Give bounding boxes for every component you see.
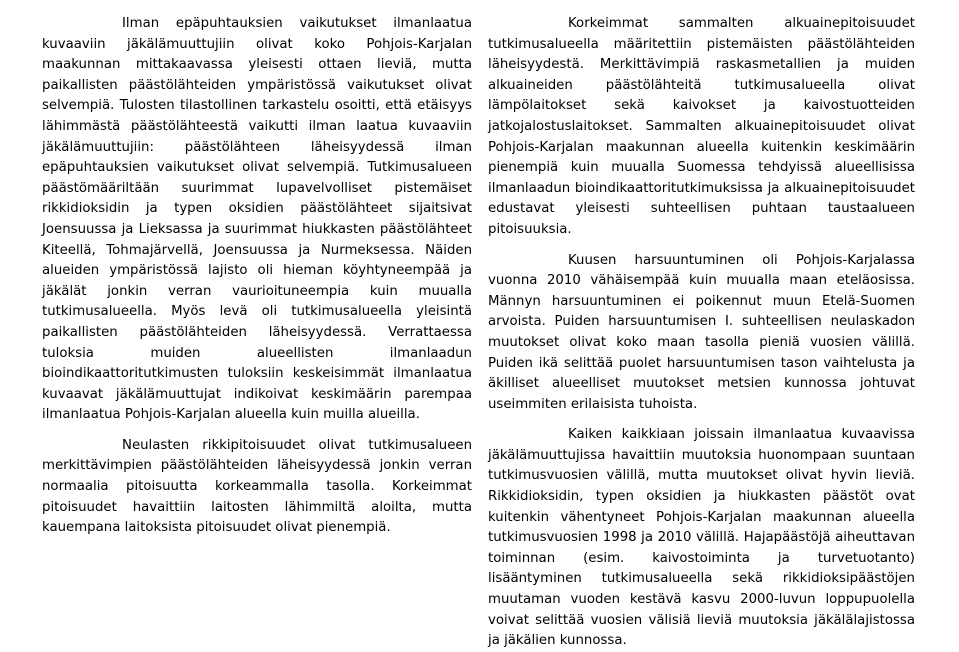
right-text-column [488, 14, 915, 652]
right-paragraph-3: Kaiken kaikkiaan joissain ilmanlaatua kuvaavissa jäkälämuuttujissa havaittiin muutoksia huonompaan suuntaan tutkimusvuosien välillä, mutta muutokset olivat hyvin lieviä. Rikkidioksidin, typen oksidien ja hiukkasten päästöt ovat kuitenkin vähentyneet Pohjois-Karjalan maakunnan alueella tutkimusvuosien 1998 ja 2010 välillä. Hajapäästöjä aiheuttavan toiminnan (esim. kaivostoiminta ja turvetuotanto) lisääntyminen tutkimusalueella sekä rikkidioksipäästöjen muutaman vuoden kestävä kasvu 2000-luvun loppupuolella voivat selittää vuosien välisiä lieviä muutoksia jäkälälajistossa ja jäkälien kunnossa. [488, 427, 915, 649]
left-text-column [42, 14, 472, 539]
left-paragraph-1: Ilman epäpuhtauksien vaikutukset ilmanlaatua kuvaaviin jäkälämuuttujiin olivat koko Pohjois-Karjalan maakunnan mittakaavassa yleisesti ottaen lieviä, mutta paikallisten päästölähteiden ympäristössä vaikutukset olivat selvempiä. Tulosten tilastollinen tarkastelu osoitti, että etäisyys lähimmästä päästölähteestä vaikutti ilman laatua kuvaaviin jäkälämuuttujiin: päästölähteen läheisyydessä ilman epäpuhtauksien vaikutukset olivat selvempiä. Tutkimusalueen päästömääriltään suurimmat lupavelvolliset pistemäiset rikkidioksidin ja typen oksidien päästölähteet sijaitsivat Joensuussa ja Lieksassa ja suurimmat hiukkasten päästölähteet Kiteellä, Tohmajärvellä, Joensuussa ja Nurmeksessa. Näiden alueiden ympäristössä lajisto oli hieman köyhtyneempää ja jäkälät jonkin verran vaurioituneempia kuin muualla tutkimusalueella. Myös levä oli tutkimusalueella yleisintä paikallisten päästölähteiden läheisyydessä. Verrattaessa tuloksia muiden alueellisten ilmanlaadun bioindikaattoritutkimusten tuloksiin keskeisimmät ilmanlaatua kuvaavat jäkälämuuttujat indikoivat keskimäärin parempaa ilmanlaatua Pohjois-Karjalan alueella kuin muilla alueilla. [42, 16, 472, 423]
right-paragraph-1: Korkeimmat sammalten alkuainepitoisuudet tutkimusalueella määritettiin pistemäisten päästölähteiden läheisyydestä. Merkittävimpiä raskasmetallien ja muiden alkuaineiden päästölähteitä tutkimusalueella olivat lämpölaitokset sekä kaivokset ja kaivostuotteiden jatkojalostuslaitokset. Sammalten alkuainepitoisuudet olivat Pohjois-Karjalan maakunnan alueella kuitenkin keskimäärin pienempiä kuin muualla Suomessa tehdyissä alueellisissa ilmanlaadun bioindikaattoritutkimuksissa ja alkuainepitoisuudet edustavat yleisesti suhteellisen puhtaan taustaalueen pitoisuuksia. [488, 16, 915, 237]
right-paragraph-2: Kuusen harsuuntuminen oli Pohjois-Karjalassa vuonna 2010 vähäisempää kuin muualla maan eteläosissa. Männyn harsuuntuminen ei poikennut muun Etelä-Suomen arvoista. Puiden harsuuntumisen I. suhteellisen neulaskadon muutokset olivat koko maan tasolla pieniä vuosien välillä. Puiden ikä selittää puolet harsuuntumisen tason vaihtelusta ja äkilliset alueelliset muutokset metsien kunnossa johtuvat useimmiten erilaisista tuhoista. [488, 252, 915, 412]
left-paragraph-2: Neulasten rikkipitoisuudet olivat tutkimusalueen merkittävimpien päästölähteiden läheisyydessä jonkin verran normaalia pitoisuutta korkeammalla tasolla. Korkeimmat pitoisuudet havaittiin laitosten lähimmiltä aloilta, mutta kauempana laitoksista pitoisuudet olivat pienempiä. [42, 437, 472, 536]
